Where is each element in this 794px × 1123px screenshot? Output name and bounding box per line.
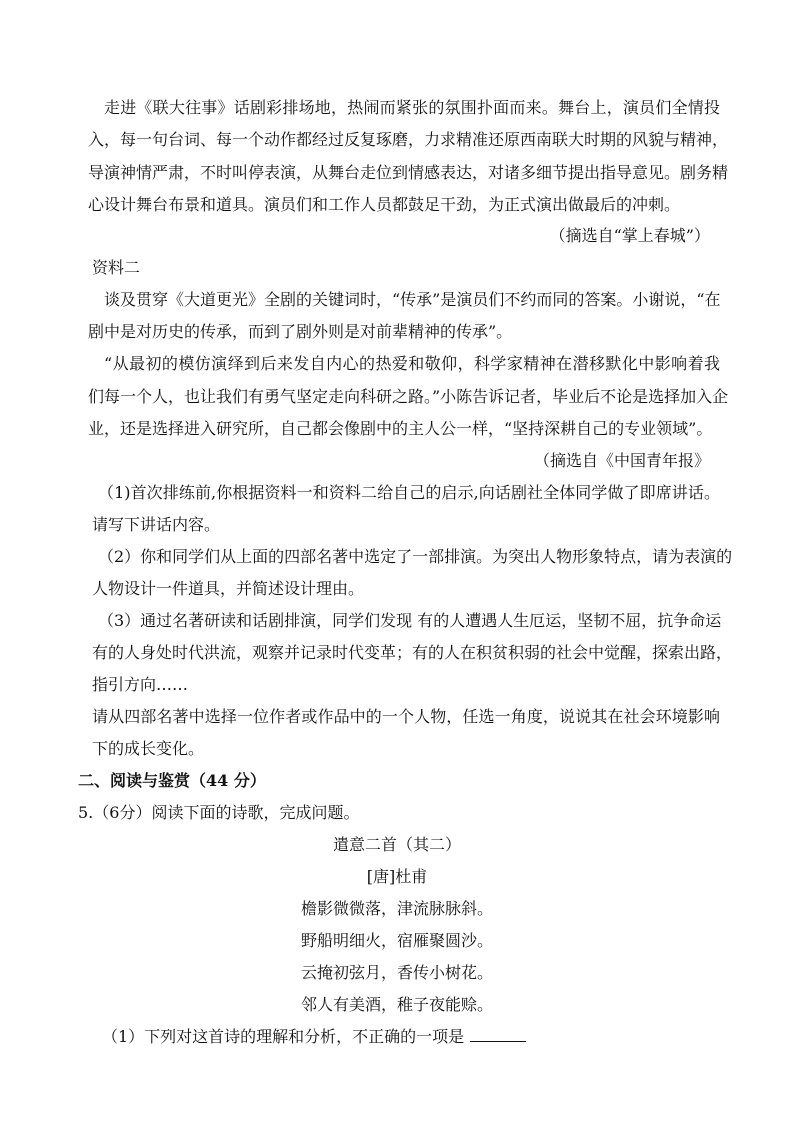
q1-line-1: （1)首次排练前,你根据资料一和资料二给自己的启示,向话剧社全体同学做了即席讲话。	[98, 483, 720, 502]
poem-title: 遣意二首（其二）	[332, 835, 461, 854]
q2-line-1: （2）你和同学们从上面的四部名著中选定了一部排演。为突出人物形象特点，请为表演的	[98, 547, 733, 566]
poem-line-3: 云掩初弦月，香传小树花。	[300, 963, 493, 982]
material-two-line-2: 剧中是对历史的传承，而到了剧外则是对前辈精神的传承”。	[88, 322, 513, 341]
poem-line-2: 野船明细火，宿雁聚圆沙。	[300, 931, 493, 950]
material-two-line-1: 谈及贯穿《大道更光》全剧的关键词时，“传承”是演员们不约而同的答案。小谢说，“在	[104, 290, 721, 309]
passage-one-source: （摘选自“掌上春城”）	[549, 226, 710, 245]
poem-author: [唐]杜甫	[366, 867, 428, 886]
poem-line-1: 檐影微微落，津流脉脉斜。	[300, 899, 493, 918]
passage-one-line-2: 入，每一句台词、每一个动作都经过反复琢磨，力求精准还原西南联大时期的风貌与精神，	[88, 130, 729, 149]
q3-line-4: 请从四部名著中选择一位作者或作品中的一个人物，任选一角度，说说其在社会环境影响	[92, 707, 720, 726]
q2-line-2: 人物设计一件道具，并简述设计理由。	[92, 579, 365, 598]
answer-blank[interactable]	[470, 1027, 526, 1042]
material-two-line-4: 们每一个人，也让我们有勇气坚定走向科研之路。”小陈告诉记者，毕业后不论是选择加入企	[88, 387, 729, 406]
q3-line-1: （3）通过名著研读和话剧排演，同学们发现 有的人遭遇人生厄运，坚韧不屈，抗争命运	[98, 611, 722, 630]
material-two-source: （摘选自《中国青年报》	[533, 451, 710, 470]
passage-one-line-3: 导演神情严肃，不时叫停表演，从舞台走位到情感表达，对诸多细节提出指导意见。剧务精	[88, 163, 729, 182]
poem-line-4: 邻人有美酒，稚子夜能赊。	[300, 995, 493, 1014]
material-two-line-3: “从最初的模仿演绎到后来发自内心的热爱和敬仰，科学家精神在潜移默化中影响着我	[104, 354, 720, 373]
sub-question-line	[102, 1027, 526, 1047]
passage-one-line-4: 心设计舞台布景和道具。演员们和工作人员都鼓足干劲，为正式演出做最后的冲刺。	[88, 195, 681, 214]
q1-line-2: 请写下讲话内容。	[92, 515, 221, 534]
passage-one-line-1: 走进《联大往事》话剧彩排场地，热闹而紧张的氛围扑面而来。舞台上，演员们全情投	[104, 98, 720, 117]
q3-line-2: 有的人身处时代洪流，观察并记录时代变革；有的人在积贫积弱的社会中觉醒，探索出路，	[92, 643, 733, 662]
q3-line-5: 下的成长变化。	[92, 739, 205, 758]
material-two-heading: 资料二	[92, 258, 141, 277]
material-two-line-5: 业，还是选择进入研究所，自己都会像剧中的主人公一样，“坚持深耕自己的专业领域”。	[88, 419, 713, 438]
q3-line-3: 指引方向……	[92, 675, 189, 694]
sub-question-text: （1）下列对这首诗的理解和分析，不正确的一项是	[102, 1027, 465, 1046]
question-five-stem: 5.（6分）阅读下面的诗歌，完成问题。	[78, 803, 360, 822]
section-two-title: 二、阅读与鉴赏（44 分）	[78, 771, 266, 790]
